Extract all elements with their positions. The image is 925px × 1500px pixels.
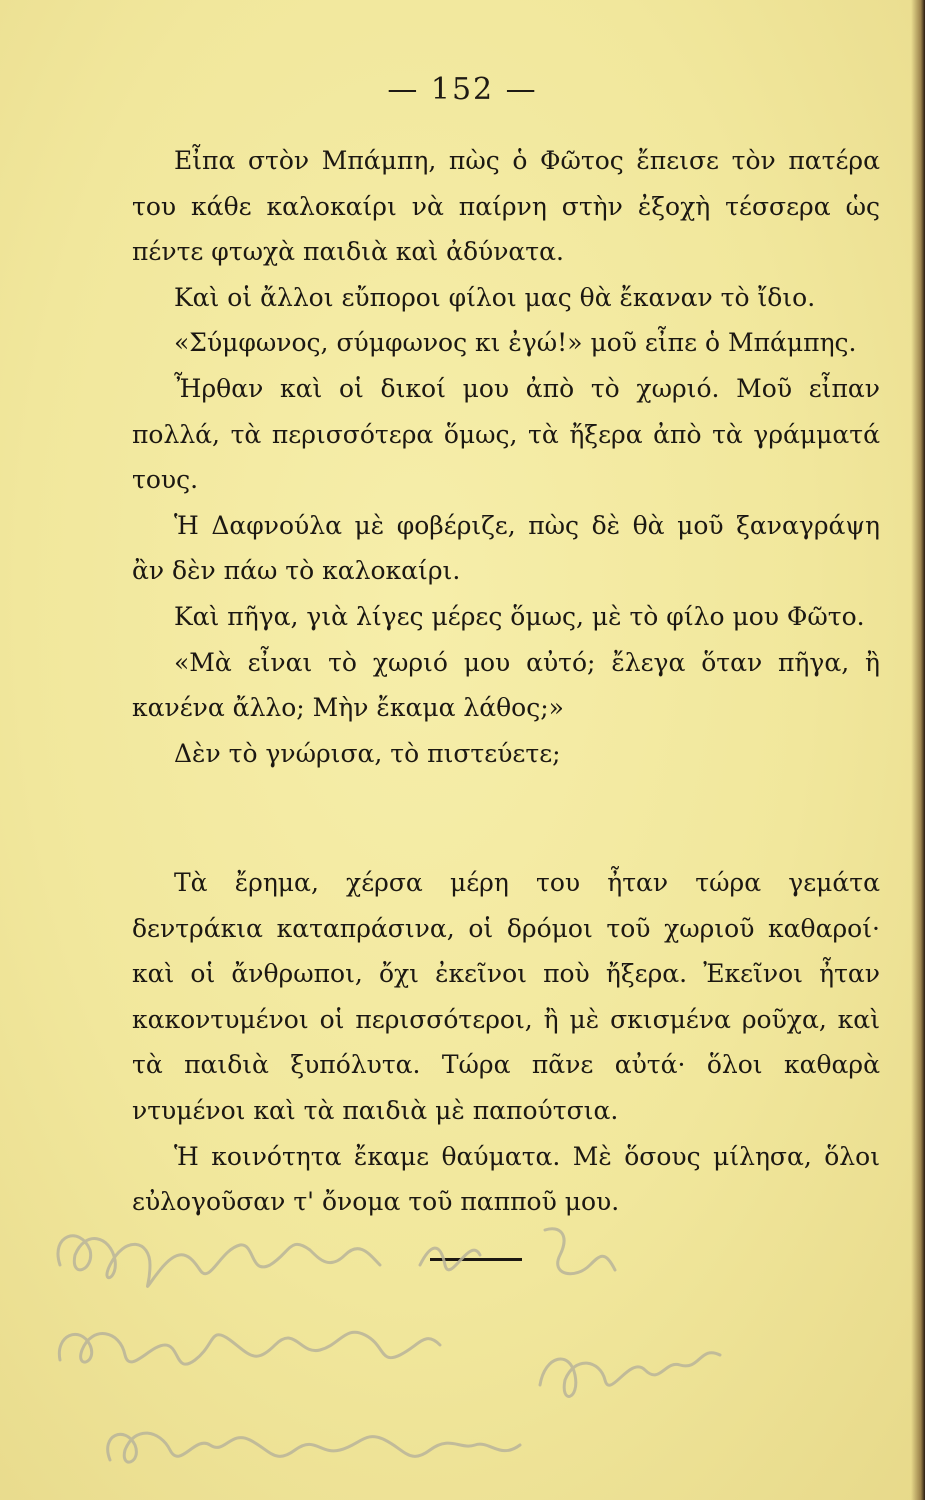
paragraph: Δὲν τὸ γνώρισα, τὸ πιστεύετε; (174, 738, 561, 768)
paragraph: Εἶπα στὸν Μπάμπη, πὼς ὁ Φῶτος ἔπεισε τὸν πατέρα του κάθε καλοκαίρι νὰ παίρνη στὴν ἐξοχὴ τέσσερα ὡς πέντε φτωχὰ παιδιὰ καὶ ἀδύνατα. (132, 146, 880, 267)
pencil-scribbles-drawing (0, 1195, 925, 1500)
page-number: — 152 — (387, 72, 538, 107)
paragraph: Καὶ οἱ ἄλλοι εὔποροι φίλοι μας θὰ ἔκαναν τὸ ἴδιο. (174, 282, 816, 312)
paragraph: Ἡ κοινότητα ἔκαμε θαύματα. Μὲ ὅσους μίλησα, ὅλοι εὐλογοῦσαν τ' ὄνομα τοῦ παπποῦ μου. (132, 1141, 880, 1217)
paragraph: Ἡ Δαφνούλα μὲ φοβέριζε, πὼς δὲ θὰ μοῦ ξαναγράψη ἂν δὲν πάω τὸ καλοκαίρι. (132, 510, 880, 586)
text-section-1 (132, 138, 880, 776)
paragraph: «Σύμφωνος, σύμφωνος κι ἐγώ!» μοῦ εἶπε ὁ Μπάμπης. (174, 328, 857, 358)
paragraph: «Μὰ εἶναι τὸ χωριό μου αὐτό; ἔλεγα ὅταν πῆγα, ἢ κανένα ἄλλο; Μὴν ἔκαμα λάθος;» (132, 647, 880, 723)
paragraph: Καὶ πῆγα, γιὰ λίγες μέρες ὅμως, μὲ τὸ φίλο μου Φῶτο. (174, 601, 865, 631)
text-section-2 (132, 860, 880, 1225)
paragraph: Τὰ ἔρημα, χέρσα μέρη του ἦταν τώρα γεμάτα δεντράκια καταπράσινα, οἱ δρόμοι τοῦ χωριοῦ καθαροί· καὶ οἱ ἄνθρωποι, ὄχι ἐκεῖνοι ποὺ ἤξερα. Ἐκεῖνοι ἦταν κακοντυμένοι οἱ περισσότεροι, ἢ μὲ σκισμένα ροῦχα, καὶ τὰ παιδιὰ ξυπόλυτα. Τώρα πᾶνε αὐτά· ὅλοι καθαρὰ ντυμένοι καὶ τὰ παιδιὰ μὲ παπούτσια. (132, 868, 880, 1125)
paragraph: Ἦρθαν καὶ οἱ δικοί μου ἀπὸ τὸ χωριό. Μοῦ εἶπαν πολλά, τὰ περισσότερα ὅμως, τὰ ἤξερα ἀπὸ τὰ γράμματά τους. (132, 373, 880, 495)
